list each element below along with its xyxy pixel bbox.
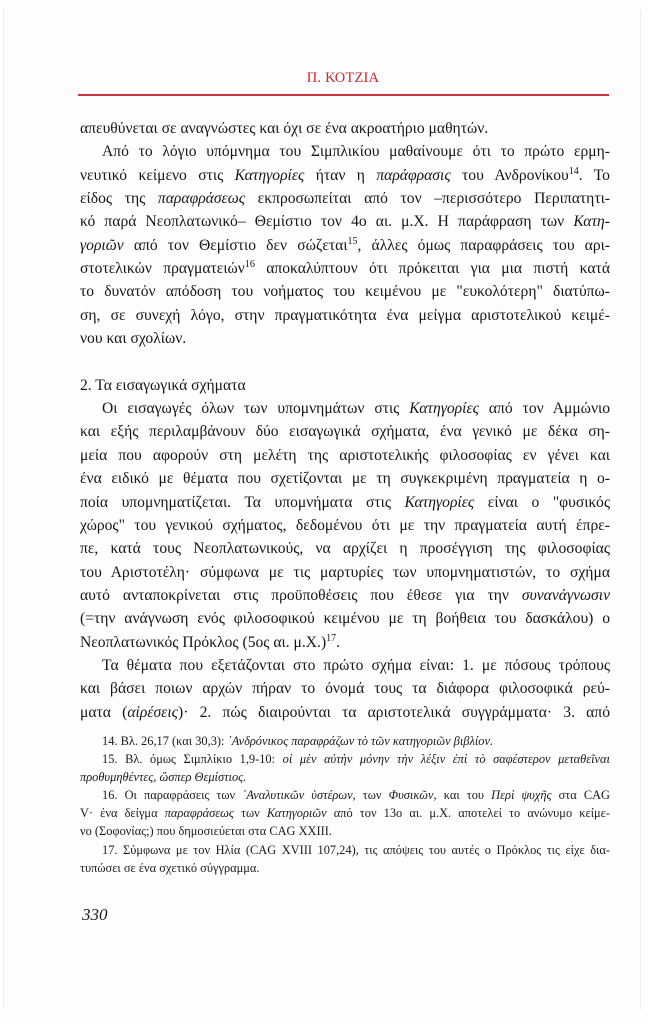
body-line: [80, 491, 610, 514]
text: αυτό ανταποκρίνεται στις προϋποθέσεις που έθεσε για την: [80, 586, 522, 604]
text: Οι εισαγωγές όλων των υπομνημάτων στις: [102, 400, 410, 418]
footnote-ref: 17: [326, 632, 337, 644]
footnote-17: [80, 841, 610, 859]
footnotes: [80, 732, 610, 877]
body-line: [80, 677, 610, 700]
italic-text: Κατηγορίες: [234, 166, 305, 184]
italic-text: Κατηγορίες: [409, 400, 479, 418]
text: (=την ανάγνωση ενός φιλοσοφικού κειμένου με τη βοήθεια του δασκάλου) ο: [80, 610, 610, 628]
text: 14. Βλ. 26,17 (και 30,3):: [102, 734, 228, 748]
text: και βάσει ποιων αρχών πήραν το όνομά τους τα διάφορα φιλοσοφικά ρεύ-: [80, 680, 610, 698]
text: ήταν η: [304, 166, 377, 184]
text: 2. Τα εισαγωγικά σχήματα: [80, 376, 246, 394]
text: ματα (: [80, 703, 128, 721]
text: . Το: [578, 166, 610, 184]
body-line: [80, 537, 610, 560]
body-line: [80, 140, 610, 163]
footnote-16: [80, 786, 610, 804]
body-line: [80, 631, 610, 654]
body-line: [80, 607, 610, 630]
body-line: [80, 117, 610, 140]
page-edge-left: [3, 10, 4, 1010]
body-line: [80, 234, 610, 257]
text: από τον 13ο αι. μ.Χ. αποτελεί το ανώνυμο κείμε-: [326, 806, 610, 821]
text: των: [233, 806, 267, 821]
footnote-ref: 14: [568, 165, 579, 177]
body-line: [80, 257, 610, 280]
text: μεία που αφορούν στη μελέτη της αριστοτελικής φιλοσοφίας εν γένει και: [80, 446, 610, 464]
text: 16. Οι παραφράσεις των: [102, 788, 243, 803]
italic-text: παραφράσεως: [164, 806, 234, 821]
text: από τον Θεμίστιο δεν σώζεται: [123, 236, 348, 254]
text: 15. Βλ. όμως Σιμπλίκιο 1,9-10:: [102, 752, 283, 767]
footnote-ref: 16: [244, 259, 255, 271]
text: , των: [352, 788, 389, 803]
body-line: [80, 187, 610, 210]
text: στα CAG: [551, 788, 610, 803]
header-rule: [78, 94, 609, 96]
text: το δυνατόν απόδοση του νοήματος του κειμένου με "ευκολότερη" διατύπω-: [80, 283, 610, 301]
paragraph-gap: [80, 350, 610, 373]
page-number: 330: [82, 905, 108, 924]
text: .: [336, 633, 341, 651]
italic-text: οἱ μὲν αὐτὴν μόνην τὴν λέξιν ἐπὶ τὸ σαφέστερον μεταθεῖναι: [282, 752, 610, 767]
body-line: [80, 327, 610, 350]
italic-text: ᾿Ανδρόνικος παραφράζων τὸ τῶν κατηγοριῶν βιβλίον.: [227, 734, 494, 748]
footnote-17-cont: [80, 859, 610, 877]
body-line: [80, 304, 610, 327]
italic-text: ᾿Αναλυτικῶν ὑστέρων: [242, 788, 353, 803]
text: ποία υπομνηματίζεται. Τα υπομνήματα στις: [80, 493, 405, 511]
text: νου και σχολίων.: [80, 330, 187, 348]
italic-text: Περὶ ψυχῆς: [491, 788, 552, 803]
italic-text: Φυσικῶν: [388, 788, 434, 803]
body-line: [80, 584, 610, 607]
text: είναι ο "φυσικός: [474, 493, 610, 511]
text: Από το λόγιο υπόμνημα του Σιμπλικίου μαθαίνουμε ότι το πρώτο ερμη-: [102, 143, 610, 161]
text: ένα ειδικό με θέματα που σχετίζονται με τη συγκεκριμένη πραγματεία η ο-: [80, 470, 610, 488]
italic-text: Κατη-: [573, 213, 610, 231]
text: κό παρά Νεοπλατωνικό– Θεμίστιο τον 4ο αι. μ.Χ. Η παράφραση των: [80, 213, 574, 231]
text: του Αριστοτέλη· σύμφωνα με τις μαρτυρίες των υπομνηματιστών, το σχήμα: [80, 563, 610, 581]
text: )· 2. πώς διαιρούνται τα αριστοτελικά συγγράμματα· 3. από: [178, 703, 610, 721]
footnote-14: [80, 732, 610, 750]
body-line: [80, 561, 610, 584]
text: , άλλες όμως παραφράσεις του αρι-: [357, 236, 610, 254]
text: ση, σε συνεχή λόγο, στην πραγματικότητα ένα μείγμα αριστοτελικού κειμέ-: [80, 306, 610, 324]
text: και εξής περιλαμβάνουν δύο εισαγωγικά σχήματα, ένα γενικό με δέκα ση-: [80, 423, 610, 441]
footnote-16-cont: [80, 804, 610, 822]
footnote-15-cont: [80, 768, 610, 786]
body-text: [80, 117, 610, 724]
italic-text: προθυμηθέντες, ὥσπερ Θεμίστιος.: [80, 770, 247, 785]
italic-text: Κατηγοριῶν: [266, 806, 327, 821]
text: από τον Αμμώνιο: [478, 400, 610, 418]
body-line: [80, 444, 610, 467]
page-edge-right: [640, 10, 641, 1010]
text: νο (Σοφονίας;) που δημοσιεύεται στα CAG XXIII.: [80, 824, 332, 839]
text: Νεοπλατωνικός Πρόκλος (5ος αι. μ.Χ.): [80, 633, 327, 651]
text: του Ανδρονίκου: [450, 166, 569, 184]
body-line: [80, 164, 610, 187]
section-heading: [80, 374, 610, 397]
body-line: [80, 397, 610, 420]
footnote-ref: 15: [347, 235, 358, 247]
text: V· ένα δείγμα: [80, 806, 165, 821]
text: τυπώσει σε ένα σχετικό σύγγραμμα.: [80, 860, 260, 875]
italic-text: Κατηγορίες: [404, 493, 475, 511]
running-head: Π. ΚΟΤΖΙΑ: [306, 70, 380, 86]
body-line: [80, 280, 610, 303]
italic-text: γοριῶν: [80, 236, 124, 254]
body-line: [80, 210, 610, 233]
text: , και του: [433, 788, 492, 803]
footnote-16-cont: [80, 822, 610, 840]
body-line: [80, 701, 610, 724]
body-line: [80, 654, 610, 677]
italic-text: συνανάγνωσιν: [521, 586, 610, 604]
text: Τα θέματα που εξετάζονται στο πρώτο σχήμα είναι: 1. με πόσους τρόπους: [102, 656, 610, 674]
text: είδος της: [80, 190, 158, 208]
body-line: [80, 514, 610, 537]
italic-text: παράφρασις: [376, 166, 451, 184]
text: αποκαλύπτουν ότι πρόκειται για μια πιστή κατά: [254, 260, 610, 278]
text: χώρος" του γενικού σχήματος, δεδομένου ότι με την πραγματεία αυτή έπρε-: [80, 516, 610, 534]
body-line: [80, 467, 610, 490]
body-line: [80, 420, 610, 443]
text: εκπροσωπείται από τον –περισσότερο Περιπατητι-: [245, 190, 610, 208]
text: στοτελικών πραγματειών: [80, 260, 245, 278]
text: απευθύνεται σε αναγνώστες και όχι σε ένα ακροατήριο μαθητών.: [80, 120, 489, 137]
text: πε, κατά τους Νεοπλατωνικούς, να αρχίζει η προσέγγιση της φιλοσοφίας: [80, 540, 610, 558]
text: 17. Σύμφωνα με τον Ηλία (CAG XVIII 107,24), τις απόψεις του αυτές ο Πρόκλος τις είχε δια-: [102, 842, 610, 857]
footnote-15: [80, 750, 610, 768]
italic-text: αἱρέσεις: [127, 703, 178, 721]
text: νευτικό κείμενο στις: [80, 166, 235, 184]
italic-text: παραφράσεως: [157, 190, 246, 208]
